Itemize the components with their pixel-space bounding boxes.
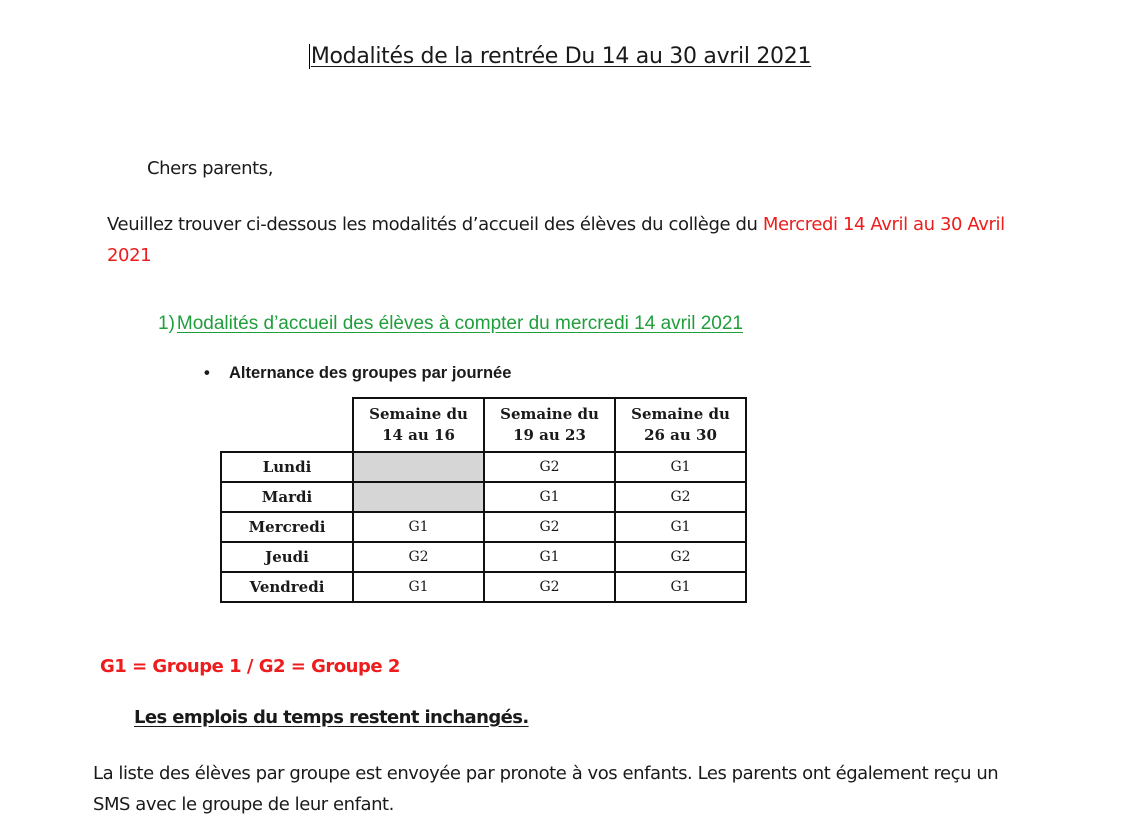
table-header-line: 14 au 16 [382, 426, 455, 444]
table-cell: G1 [615, 452, 746, 482]
table-header-week-1 [353, 398, 484, 452]
table-day-cell: Mardi [221, 482, 353, 512]
intro-text: Veuillez trouver ci-dessous les modalités d’accueil des élèves du collège du [107, 214, 763, 235]
group-schedule-table [220, 397, 747, 603]
table-cell: G2 [484, 512, 615, 542]
table-header-line: 26 au 30 [644, 426, 717, 444]
table-header-line: Semaine du [500, 405, 599, 423]
table-cell: G1 [484, 542, 615, 572]
intro-paragraph [107, 209, 1007, 271]
table-cell: G1 [484, 482, 615, 512]
table-header-week-3 [615, 398, 746, 452]
closing-paragraph: La liste des élèves par groupe est envoyée par pronote à vos enfants. Les parents ont également reçu un SMS avec le groupe de leur enfant. [93, 763, 999, 815]
table-cell: G2 [615, 542, 746, 572]
section-number: 1) [158, 313, 175, 334]
table-header-line: Semaine du [369, 405, 468, 423]
table-cell: G2 [615, 482, 746, 512]
group-legend: G1 = Groupe 1 / G2 = Groupe 2 [100, 656, 400, 677]
table-cell: G2 [484, 572, 615, 602]
table-row [221, 542, 746, 572]
table-cell-shaded [353, 482, 484, 512]
table-row [221, 512, 746, 542]
table-cell: G1 [353, 512, 484, 542]
table-header-week-2 [484, 398, 615, 452]
bullet-icon: • [204, 364, 210, 382]
table-cell: G2 [353, 542, 484, 572]
table-day-cell: Vendredi [221, 572, 353, 602]
table-row [221, 482, 746, 512]
table-cell: G2 [484, 452, 615, 482]
table-header-row [221, 398, 746, 452]
table-header-line: Semaine du [631, 405, 730, 423]
timetable-note: Les emplois du temps restent inchangés. [134, 707, 529, 728]
bullet-text: Alternance des groupes par journée [229, 364, 512, 382]
section-heading [158, 313, 743, 335]
table-header-line: 19 au 23 [513, 426, 586, 444]
greeting: Chers parents, [147, 158, 274, 179]
table-row [221, 572, 746, 602]
table-corner-cell [221, 398, 353, 452]
table-row [221, 452, 746, 482]
table-cell: G1 [353, 572, 484, 602]
table-day-cell: Lundi [221, 452, 353, 482]
table-cell: G1 [615, 512, 746, 542]
document-title [0, 44, 1120, 69]
document-title-text: Modalités de la rentrée Du 14 au 30 avril 2021 [310, 44, 812, 69]
section-heading-text: Modalités d’accueil des élèves à compter du mercredi 14 avril 2021 [176, 313, 743, 334]
table-cell: G1 [615, 572, 746, 602]
intro-dates-highlight: Mercredi 14 Avril au 30 Avril 2021 [107, 214, 1005, 266]
table-day-cell: Mercredi [221, 512, 353, 542]
table-day-cell: Jeudi [221, 542, 353, 572]
table-cell-shaded [353, 452, 484, 482]
bullet-item [204, 364, 511, 383]
